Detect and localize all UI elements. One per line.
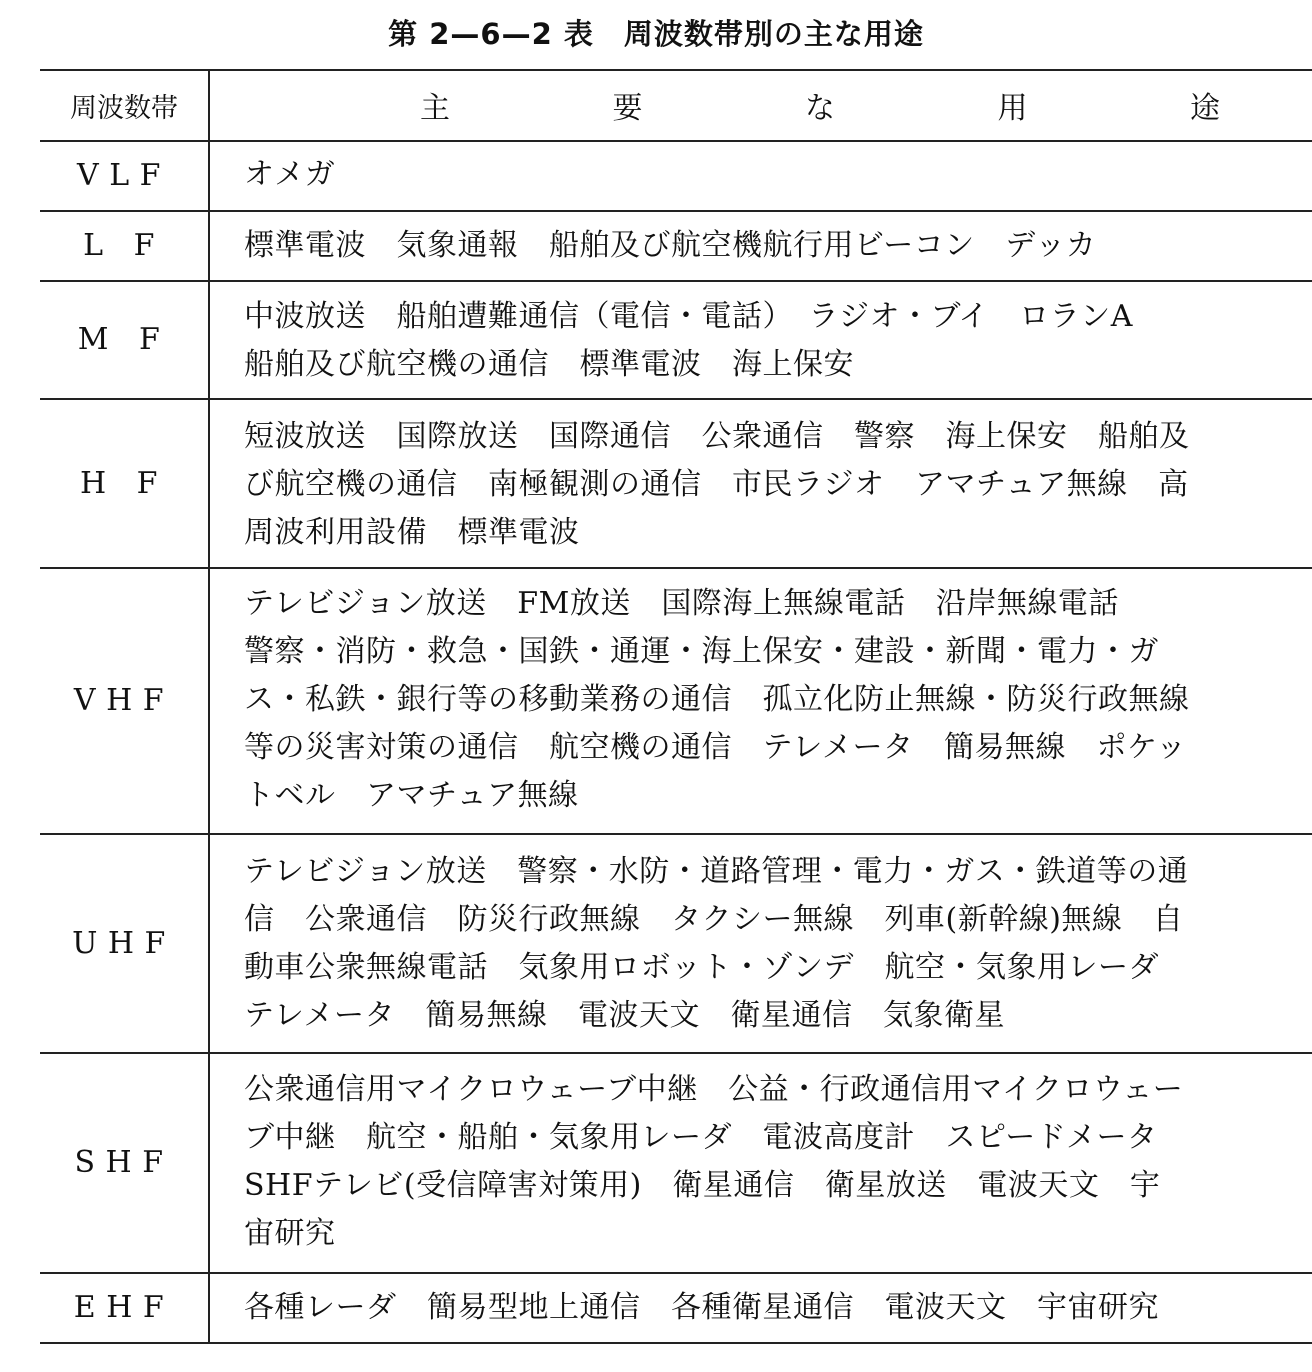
uses-line: 動車公衆無線電話 気象用ロボット・ゾンデ 航空・気象用レーダ <box>244 950 1159 985</box>
table-row-vhf <box>40 568 1312 833</box>
uses-line: オメガ <box>244 157 336 192</box>
uses-line: 周波利用設備 標準電波 <box>244 515 580 550</box>
table-row-lf <box>40 211 1312 280</box>
table-row-hf <box>40 399 1312 567</box>
uses-line: ス・私鉄・銀行等の移動業務の通信 孤立化防止無線・防災行政無線 <box>244 682 1190 717</box>
uses-line: トベル アマチュア無線 <box>244 778 579 813</box>
uses-line: び航空機の通信 南極観測の通信 市民ラジオ アマチュア無線 高 <box>244 467 1189 502</box>
uses-line: ブ中継 航空・船舶・気象用レーダ 電波高度計 スピードメータ <box>244 1120 1158 1155</box>
uses-line: テレビジョン放送 FM放送 国際海上無線電話 沿岸無線電話 <box>244 586 1119 621</box>
uses-cell <box>244 1066 1274 1258</box>
band-cell: EHF <box>73 1290 175 1325</box>
band-cell: M F <box>77 322 171 357</box>
uses-line: 短波放送 国際放送 国際通信 公衆通信 警察 海上保安 船舶及 <box>244 419 1190 454</box>
uses-line: テレメータ 簡易無線 電波天文 衛星通信 気象衛星 <box>244 998 1005 1033</box>
band-cell: SHF <box>74 1145 174 1180</box>
header-uses-char: 用 <box>997 91 1028 126</box>
uses-cell <box>244 151 1274 199</box>
table-row-vlf <box>40 141 1312 210</box>
uses-cell <box>244 848 1274 1040</box>
table-row-shf <box>40 1053 1312 1272</box>
header-uses-char: 主 <box>420 91 450 126</box>
header-uses-char: な <box>805 91 835 126</box>
uses-line: 警察・消防・救急・国鉄・通運・海上保安・建設・新聞・電力・ガ <box>244 634 1159 669</box>
band-cell: VLF <box>77 158 171 193</box>
uses-line: テレビジョン放送 警察・水防・道路管理・電力・ガス・鉄道等の通 <box>244 854 1189 889</box>
uses-line: 宙研究 <box>244 1216 336 1251</box>
band-cell: UHF <box>72 925 176 961</box>
table-header <box>40 70 1312 140</box>
uses-line: 各種レーダ 簡易型地上通信 各種衛星通信 電波天文 宇宙研究 <box>244 1290 1159 1325</box>
table-row-uhf <box>40 834 1312 1052</box>
table-bottom-rule <box>40 1342 1312 1344</box>
table-title: 第 2—6—2 表 周波数帯別の主な用途 <box>388 17 924 51</box>
uses-line: 信 公衆通信 防災行政無線 タクシー無線 列車(新幹線)無線 自 <box>244 902 1184 937</box>
table-row-ehf <box>40 1273 1312 1342</box>
band-cell: H F <box>79 465 168 501</box>
uses-cell <box>244 293 1274 389</box>
uses-line: 公衆通信用マイクロウェーブ中継 公益・行政通信用マイクロウェー <box>244 1072 1184 1107</box>
uses-cell <box>244 222 1274 270</box>
uses-cell <box>244 1284 1274 1332</box>
uses-line: 等の災害対策の通信 航空機の通信 テレメータ 簡易無線 ポケッ <box>244 730 1187 765</box>
table-row-mf <box>40 281 1312 398</box>
uses-cell <box>244 413 1274 557</box>
header-band-label: 周波数帯 <box>70 92 178 124</box>
uses-line: 標準電波 気象通報 船舶及び航空機航行用ビーコン デッカ <box>244 228 1097 263</box>
uses-cell <box>244 580 1274 820</box>
header-uses-char: 要 <box>612 91 643 126</box>
header-uses-label <box>420 70 1220 140</box>
band-cell: L F <box>83 228 165 263</box>
band-cell: VHF <box>73 683 175 718</box>
uses-line: SHFテレビ(受信障害対策用) 衛星通信 衛星放送 電波天文 宇 <box>244 1168 1161 1203</box>
header-uses-char: 途 <box>1190 91 1220 126</box>
uses-line: 船舶及び航空機の通信 標準電波 海上保安 <box>244 347 854 382</box>
uses-line: 中波放送 船舶遭難通信（電信・電話） ラジオ・ブイ ロランA <box>244 299 1133 334</box>
